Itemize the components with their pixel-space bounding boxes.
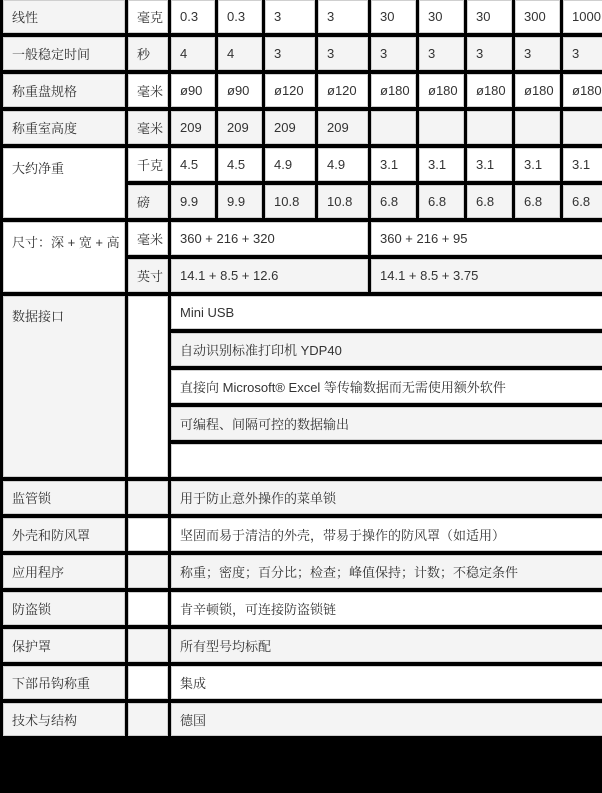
table-row-applications: [3, 555, 602, 588]
table-cell: 3.1: [371, 148, 416, 181]
row-label-applications: 应用程序: [3, 555, 125, 588]
table-cell: 6.8: [371, 185, 416, 218]
table-cell: [128, 592, 168, 625]
table-cell: 德国: [171, 703, 602, 736]
row-label-housing: 外壳和防风罩: [3, 518, 125, 551]
table-cell: 自动识别标准打印机 YDP40: [171, 333, 602, 366]
row-label-chamber-height: 称重室高度: [3, 111, 125, 144]
table-cell: 3: [265, 0, 315, 33]
table-cell: ø180: [371, 74, 416, 107]
table-cell: 360 + 216 + 320: [171, 222, 368, 255]
table-cell: [419, 111, 464, 144]
table-row-stabilization: [3, 37, 602, 70]
table-cell: 3: [419, 37, 464, 70]
table-cell: ø90: [218, 74, 262, 107]
table-cell: 4: [218, 37, 262, 70]
table-cell: 10.8: [318, 185, 368, 218]
row-label-origin: 技术与结构: [3, 703, 125, 736]
table-cell: 坚固而易于清洁的外壳，带易于操作的防风罩（如适用）: [171, 518, 602, 551]
table-cell: 209: [171, 111, 215, 144]
row-unit-stabilization: 秒: [128, 37, 168, 70]
table-cell: 集成: [171, 666, 602, 699]
table-cell: 4.9: [265, 148, 315, 181]
table-row-cover: [3, 629, 602, 662]
row-label-stabilization: 一般稳定时间: [3, 37, 125, 70]
table-cell: [128, 518, 168, 551]
table-cell: ø180: [515, 74, 560, 107]
table-cell: 209: [218, 111, 262, 144]
table-cell: 9.9: [218, 185, 262, 218]
table-cell: 0.3: [171, 0, 215, 33]
table-cell: 3.1: [515, 148, 560, 181]
table-cell: 6.8: [563, 185, 602, 218]
row-unit-chamber-height: 毫米: [128, 111, 168, 144]
table-cell: 6.8: [467, 185, 512, 218]
table-row-net-weight-kg: [3, 148, 602, 181]
row-label-dimensions: 尺寸：深 + 宽 + 高: [3, 222, 125, 292]
table-cell: [563, 111, 602, 144]
table-row-chamber-height: [3, 111, 602, 144]
table-row-data-interface: [3, 296, 602, 329]
table-cell: [128, 703, 168, 736]
table-row-supervisor-lock: [3, 481, 602, 514]
row-unit-net-weight-lb: 磅: [128, 185, 168, 218]
table-cell: [467, 111, 512, 144]
table-cell: 209: [265, 111, 315, 144]
row-label-cover: 保护罩: [3, 629, 125, 662]
table-cell: 3: [318, 0, 368, 33]
table-cell: 30: [467, 0, 512, 33]
table-cell: 14.1 + 8.5 + 12.6: [171, 259, 368, 292]
table-cell: 1000: [563, 0, 602, 33]
table-row-below-hook: [3, 666, 602, 699]
row-label-pan-size: 称重盘规格: [3, 74, 125, 107]
table-cell: [128, 481, 168, 514]
row-label-data-interface: 数据接口: [3, 296, 125, 477]
table-cell: [128, 666, 168, 699]
table-row-pan-size: [3, 74, 602, 107]
row-unit-data-interface: [128, 296, 168, 477]
table-cell: [371, 111, 416, 144]
row-label-net-weight: 大约净重: [3, 148, 125, 218]
table-cell: 肯辛顿锁，可连接防盗锁链: [171, 592, 602, 625]
table-cell: 30: [419, 0, 464, 33]
table-cell: 3.1: [563, 148, 602, 181]
row-unit-dimensions-in: 英寸: [128, 259, 168, 292]
table-row-housing: [3, 518, 602, 551]
table-cell: 6.8: [515, 185, 560, 218]
row-unit-net-weight-kg: 千克: [128, 148, 168, 181]
table-cell: 0.3: [218, 0, 262, 33]
table-cell: [128, 555, 168, 588]
table-cell: Mini USB: [171, 296, 602, 329]
row-unit-dimensions-mm: 毫米: [128, 222, 168, 255]
table-cell: 可编程、间隔可控的数据输出: [171, 407, 602, 440]
table-cell: ø180: [563, 74, 602, 107]
table-cell: 14.1 + 8.5 + 3.75: [371, 259, 602, 292]
table-cell: 用于防止意外操作的菜单锁: [171, 481, 602, 514]
table-cell: 3: [371, 37, 416, 70]
table-cell: 360 + 216 + 95: [371, 222, 602, 255]
table-cell: 10.8: [265, 185, 315, 218]
table-cell: 209: [318, 111, 368, 144]
table-cell: [128, 629, 168, 662]
table-cell: 4.5: [171, 148, 215, 181]
table-row-linearity: [3, 0, 602, 33]
table-cell: 3: [318, 37, 368, 70]
row-label-supervisor-lock: 监管锁: [3, 481, 125, 514]
table-cell: 3.1: [419, 148, 464, 181]
table-cell: 3: [467, 37, 512, 70]
table-cell: 3: [563, 37, 602, 70]
table-cell: ø120: [265, 74, 315, 107]
table-cell: 300: [515, 0, 560, 33]
table-cell: 3: [515, 37, 560, 70]
table-cell: 6.8: [419, 185, 464, 218]
table-cell: ø120: [318, 74, 368, 107]
table-row-origin: [3, 703, 602, 736]
row-label-below-hook: 下部吊钩称重: [3, 666, 125, 699]
table-cell: 4: [171, 37, 215, 70]
table-cell: [171, 444, 602, 477]
table-cell: ø180: [467, 74, 512, 107]
table-cell: 称重；密度；百分比；检查；峰值保持；计数；不稳定条件: [171, 555, 602, 588]
table-cell: [515, 111, 560, 144]
row-label-linearity: 线性: [3, 0, 125, 33]
table-cell: 直接向 Microsoft® Excel 等传输数据而无需使用额外软件: [171, 370, 602, 403]
table-cell: ø180: [419, 74, 464, 107]
table-cell: 3: [265, 37, 315, 70]
table-cell: 4.9: [318, 148, 368, 181]
table-row-dimensions-mm: [3, 222, 602, 255]
row-unit-pan-size: 毫米: [128, 74, 168, 107]
row-label-anti-theft: 防盗锁: [3, 592, 125, 625]
table-cell: 4.5: [218, 148, 262, 181]
table-cell: ø90: [171, 74, 215, 107]
table-cell: 所有型号均标配: [171, 629, 602, 662]
table-cell: 9.9: [171, 185, 215, 218]
row-unit-linearity: 毫克: [128, 0, 168, 33]
table-cell: 30: [371, 0, 416, 33]
table-row-anti-theft: [3, 592, 602, 625]
table-cell: 3.1: [467, 148, 512, 181]
